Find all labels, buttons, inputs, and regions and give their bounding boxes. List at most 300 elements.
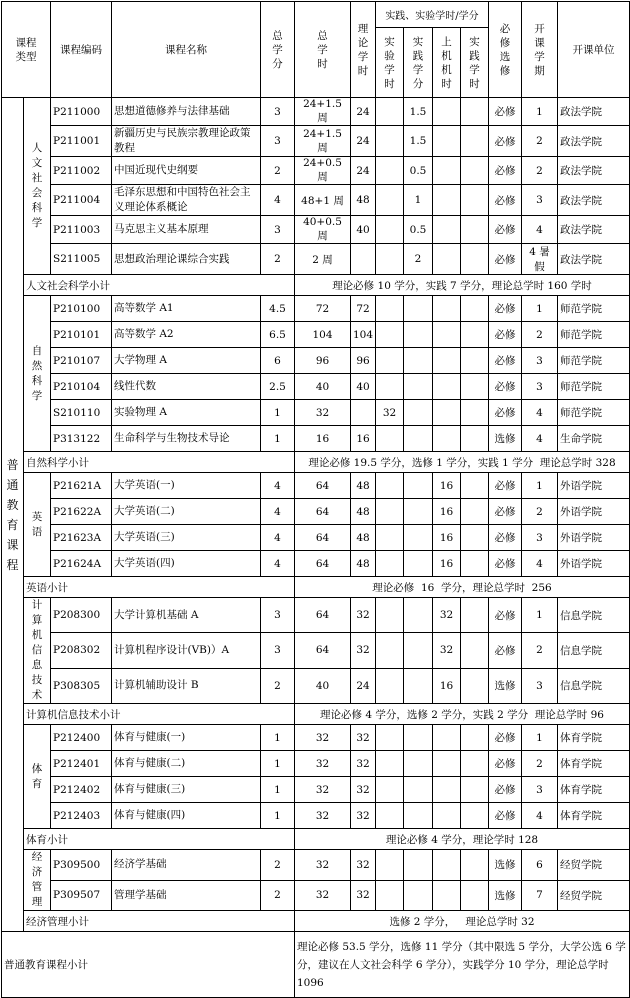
required-elective-cell: 必修 bbox=[489, 244, 522, 275]
credits-cell: 2 bbox=[261, 668, 295, 703]
semester-cell: 2 bbox=[522, 499, 558, 525]
practice-hours-cell bbox=[461, 777, 489, 803]
required-elective-cell: 必修 bbox=[489, 777, 522, 803]
semester-cell: 3 bbox=[522, 348, 558, 374]
total-hours-cell: 72 bbox=[295, 296, 351, 322]
group-name-cell: 英 语 bbox=[24, 473, 51, 577]
practice-credits-cell bbox=[404, 322, 433, 348]
course-name-cell: 管理学基础 bbox=[112, 880, 261, 911]
course-name-cell: 高等数学 A2 bbox=[112, 322, 261, 348]
subtotal-label: 经济管理小计 bbox=[24, 911, 295, 932]
total-hours-cell: 32 bbox=[295, 850, 351, 881]
subtotal-label: 计算机信息技术小计 bbox=[24, 704, 295, 725]
course-code-cell: P210100 bbox=[51, 296, 112, 322]
theory-hours-cell: 96 bbox=[351, 348, 376, 374]
semester-cell: 1 bbox=[522, 296, 558, 322]
computer-hours-cell: 32 bbox=[433, 633, 461, 668]
unit-cell: 师范学院 bbox=[558, 374, 630, 400]
course-code-cell: P211000 bbox=[51, 98, 112, 126]
lab-hours-cell bbox=[376, 244, 404, 275]
unit-cell: 师范学院 bbox=[558, 322, 630, 348]
course-name-cell: 计算机辅助设计 B bbox=[112, 668, 261, 703]
table-row bbox=[2, 98, 630, 126]
required-elective-cell: 选修 bbox=[489, 850, 522, 881]
unit-cell: 师范学院 bbox=[558, 348, 630, 374]
lab-hours-cell bbox=[376, 426, 404, 452]
header-lab-hours: 实 验 学 时 bbox=[376, 28, 404, 98]
subtotal-label: 自然科学小计 bbox=[24, 452, 295, 473]
total-hours-cell: 32 bbox=[295, 880, 351, 911]
lab-hours-cell: 32 bbox=[376, 400, 404, 426]
course-name-cell: 思想道德修养与法律基础 bbox=[112, 98, 261, 126]
semester-cell: 3 bbox=[522, 185, 558, 216]
required-elective-cell: 必修 bbox=[489, 473, 522, 499]
course-name-cell: 线性代数 bbox=[112, 374, 261, 400]
total-hours-cell: 40 bbox=[295, 374, 351, 400]
practice-credits-cell bbox=[404, 525, 433, 551]
theory-hours-cell: 32 bbox=[351, 880, 376, 911]
unit-cell: 政法学院 bbox=[558, 98, 630, 126]
header-theory-hours: 理 论 学 时 bbox=[351, 2, 376, 98]
course-name-cell: 思想政治理论课综合实践 bbox=[112, 244, 261, 275]
required-elective-cell: 必修 bbox=[489, 348, 522, 374]
required-elective-cell: 选修 bbox=[489, 668, 522, 703]
table-row bbox=[2, 633, 630, 668]
practice-credits-cell bbox=[404, 850, 433, 881]
total-hours-cell: 64 bbox=[295, 473, 351, 499]
course-name-cell: 体育与健康(二) bbox=[112, 751, 261, 777]
theory-hours-cell: 32 bbox=[351, 633, 376, 668]
theory-hours-cell: 48 bbox=[351, 525, 376, 551]
unit-cell: 信息学院 bbox=[558, 633, 630, 668]
practice-credits-cell: 1 bbox=[404, 185, 433, 216]
table-header bbox=[2, 2, 630, 98]
lab-hours-cell bbox=[376, 296, 404, 322]
subtotal-summary: 理论必修 16 学分，理论总学时 256 bbox=[295, 577, 630, 598]
unit-cell: 外语学院 bbox=[558, 551, 630, 577]
practice-credits-cell: 1.5 bbox=[404, 126, 433, 157]
header-required-elective: 必 修 选 修 bbox=[489, 2, 522, 98]
semester-cell: 1 bbox=[522, 725, 558, 751]
credits-cell: 2 bbox=[261, 157, 295, 185]
course-code-cell: P309500 bbox=[51, 850, 112, 881]
credits-cell: 4 bbox=[261, 551, 295, 577]
required-elective-cell: 必修 bbox=[489, 751, 522, 777]
semester-cell: 4 bbox=[522, 400, 558, 426]
practice-hours-cell bbox=[461, 374, 489, 400]
header-practice-hours: 实 践 学 时 bbox=[461, 28, 489, 98]
practice-credits-cell bbox=[404, 777, 433, 803]
course-code-cell: P211004 bbox=[51, 185, 112, 216]
computer-hours-cell bbox=[433, 374, 461, 400]
subtotal-summary: 理论必修 4 学分，选修 2 学分，实践 2 学分 理论总学时 96 bbox=[295, 704, 630, 725]
credits-cell: 1 bbox=[261, 803, 295, 829]
total-hours-cell: 40 bbox=[295, 668, 351, 703]
course-code-cell: S211005 bbox=[51, 244, 112, 275]
header-unit: 开课单位 bbox=[558, 2, 630, 98]
table-row bbox=[2, 777, 630, 803]
practice-hours-cell bbox=[461, 803, 489, 829]
theory-hours-cell bbox=[351, 244, 376, 275]
group-name-cell: 经 济 管 理 bbox=[24, 850, 51, 911]
practice-hours-cell bbox=[461, 525, 489, 551]
computer-hours-cell bbox=[433, 244, 461, 275]
practice-hours-cell bbox=[461, 126, 489, 157]
semester-cell: 1 bbox=[522, 473, 558, 499]
practice-hours-cell bbox=[461, 725, 489, 751]
course-code-cell: P210107 bbox=[51, 348, 112, 374]
credits-cell: 6 bbox=[261, 348, 295, 374]
practice-credits-cell bbox=[404, 374, 433, 400]
computer-hours-cell bbox=[433, 322, 461, 348]
required-elective-cell: 必修 bbox=[489, 98, 522, 126]
course-name-cell: 体育与健康(三) bbox=[112, 777, 261, 803]
required-elective-cell: 必修 bbox=[489, 803, 522, 829]
subtotal-row bbox=[2, 452, 630, 473]
course-name-cell: 新疆历史与民族宗教理论政策教程 bbox=[112, 126, 261, 157]
table-row bbox=[2, 348, 630, 374]
lab-hours-cell bbox=[376, 803, 404, 829]
table-row bbox=[2, 499, 630, 525]
lab-hours-cell bbox=[376, 348, 404, 374]
practice-credits-cell bbox=[404, 751, 433, 777]
course-name-cell: 大学英语(一) bbox=[112, 473, 261, 499]
computer-hours-cell: 16 bbox=[433, 551, 461, 577]
computer-hours-cell bbox=[433, 426, 461, 452]
header-practice-credits: 实 践 学 分 bbox=[404, 28, 433, 98]
credits-cell: 4 bbox=[261, 499, 295, 525]
unit-cell: 政法学院 bbox=[558, 126, 630, 157]
table-row bbox=[2, 185, 630, 216]
total-label: 普通教育课程小计 bbox=[2, 932, 295, 998]
table-row bbox=[2, 126, 630, 157]
required-elective-cell: 必修 bbox=[489, 296, 522, 322]
course-name-cell: 高等数学 A1 bbox=[112, 296, 261, 322]
theory-hours-cell: 40 bbox=[351, 374, 376, 400]
group-name-cell: 计 算 机 信 息 技 术 bbox=[24, 598, 51, 704]
credits-cell: 4 bbox=[261, 473, 295, 499]
lab-hours-cell bbox=[376, 598, 404, 633]
practice-hours-cell bbox=[461, 668, 489, 703]
computer-hours-cell: 16 bbox=[433, 499, 461, 525]
total-row bbox=[2, 932, 630, 998]
lab-hours-cell bbox=[376, 185, 404, 216]
course-code-cell: P212402 bbox=[51, 777, 112, 803]
course-name-cell: 经济学基础 bbox=[112, 850, 261, 881]
required-elective-cell: 必修 bbox=[489, 551, 522, 577]
semester-cell: 2 bbox=[522, 751, 558, 777]
credits-cell: 3 bbox=[261, 633, 295, 668]
semester-cell: 2 bbox=[522, 633, 558, 668]
practice-credits-cell bbox=[404, 551, 433, 577]
total-summary: 理论必修 53.5 学分，选修 11 学分（其中限选 5 学分，大学公选 6 学分，建议在人文社会科学 6 学分），实践学分 10 学分，理论总学时 1096 bbox=[295, 932, 630, 998]
course-code-cell: P313122 bbox=[51, 426, 112, 452]
required-elective-cell: 必修 bbox=[489, 185, 522, 216]
practice-hours-cell bbox=[461, 850, 489, 881]
practice-hours-cell bbox=[461, 499, 489, 525]
practice-credits-cell bbox=[404, 598, 433, 633]
table-row bbox=[2, 803, 630, 829]
lab-hours-cell bbox=[376, 216, 404, 244]
credits-cell: 2 bbox=[261, 880, 295, 911]
practice-hours-cell bbox=[461, 400, 489, 426]
table-row bbox=[2, 473, 630, 499]
required-elective-cell: 必修 bbox=[489, 400, 522, 426]
semester-cell: 3 bbox=[522, 374, 558, 400]
course-name-cell: 大学物理 A bbox=[112, 348, 261, 374]
lab-hours-cell bbox=[376, 157, 404, 185]
credits-cell: 2.5 bbox=[261, 374, 295, 400]
theory-hours-cell: 32 bbox=[351, 803, 376, 829]
semester-cell: 3 bbox=[522, 777, 558, 803]
semester-cell: 2 bbox=[522, 322, 558, 348]
computer-hours-cell bbox=[433, 126, 461, 157]
total-hours-cell: 64 bbox=[295, 551, 351, 577]
course-code-cell: P210101 bbox=[51, 322, 112, 348]
practice-credits-cell bbox=[404, 400, 433, 426]
theory-hours-cell: 40 bbox=[351, 216, 376, 244]
practice-credits-cell bbox=[404, 473, 433, 499]
main-category-cell: 普 通 教 育 课 程 bbox=[2, 98, 24, 932]
computer-hours-cell: 16 bbox=[433, 668, 461, 703]
theory-hours-cell: 24 bbox=[351, 668, 376, 703]
unit-cell: 经贸学院 bbox=[558, 850, 630, 881]
table-row bbox=[2, 850, 630, 881]
computer-hours-cell: 32 bbox=[433, 598, 461, 633]
theory-hours-cell: 16 bbox=[351, 426, 376, 452]
credits-cell: 2 bbox=[261, 850, 295, 881]
theory-hours-cell: 72 bbox=[351, 296, 376, 322]
course-name-cell: 生命科学与生物技术导论 bbox=[112, 426, 261, 452]
required-elective-cell: 必修 bbox=[489, 525, 522, 551]
unit-cell: 政法学院 bbox=[558, 244, 630, 275]
unit-cell: 政法学院 bbox=[558, 216, 630, 244]
practice-credits-cell bbox=[404, 633, 433, 668]
required-elective-cell: 必修 bbox=[489, 322, 522, 348]
required-elective-cell: 必修 bbox=[489, 126, 522, 157]
lab-hours-cell bbox=[376, 751, 404, 777]
credits-cell: 1 bbox=[261, 751, 295, 777]
total-hours-cell: 32 bbox=[295, 777, 351, 803]
practice-credits-cell bbox=[404, 803, 433, 829]
credits-cell: 1 bbox=[261, 725, 295, 751]
subtotal-summary: 理论必修 4 学分，理论学时 128 bbox=[295, 829, 630, 850]
semester-cell: 7 bbox=[522, 880, 558, 911]
practice-credits-cell bbox=[404, 426, 433, 452]
computer-hours-cell bbox=[433, 850, 461, 881]
total-hours-cell: 32 bbox=[295, 751, 351, 777]
theory-hours-cell: 32 bbox=[351, 751, 376, 777]
lab-hours-cell bbox=[376, 777, 404, 803]
course-code-cell: P211001 bbox=[51, 126, 112, 157]
semester-cell: 2 bbox=[522, 126, 558, 157]
practice-hours-cell bbox=[461, 98, 489, 126]
course-code-cell: P211002 bbox=[51, 157, 112, 185]
credits-cell: 4 bbox=[261, 525, 295, 551]
subtotal-row bbox=[2, 704, 630, 725]
credits-cell: 3 bbox=[261, 98, 295, 126]
course-name-cell: 大学英语(三) bbox=[112, 525, 261, 551]
course-name-cell: 大学计算机基础 A bbox=[112, 598, 261, 633]
unit-cell: 信息学院 bbox=[558, 598, 630, 633]
total-hours-cell: 64 bbox=[295, 598, 351, 633]
unit-cell: 体育学院 bbox=[558, 803, 630, 829]
header-course-code: 课程编码 bbox=[51, 2, 112, 98]
unit-cell: 师范学院 bbox=[558, 400, 630, 426]
lab-hours-cell bbox=[376, 322, 404, 348]
theory-hours-cell: 32 bbox=[351, 777, 376, 803]
theory-hours-cell: 104 bbox=[351, 322, 376, 348]
unit-cell: 外语学院 bbox=[558, 473, 630, 499]
practice-hours-cell bbox=[461, 322, 489, 348]
unit-cell: 体育学院 bbox=[558, 777, 630, 803]
semester-cell: 4 暑假 bbox=[522, 244, 558, 275]
semester-cell: 1 bbox=[522, 598, 558, 633]
table-row bbox=[2, 157, 630, 185]
group-name-cell: 体 育 bbox=[24, 725, 51, 829]
total-hours-cell: 48+1 周 bbox=[295, 185, 351, 216]
subtotal-summary: 理论必修 19.5 学分，选修 1 学分，实践 1 学分 理论总学时 328 bbox=[295, 452, 630, 473]
course-name-cell: 计算机程序设计(VB)）A bbox=[112, 633, 261, 668]
semester-cell: 1 bbox=[522, 98, 558, 126]
header-course-type: 课程 类型 bbox=[2, 2, 51, 98]
course-code-cell: S210110 bbox=[51, 400, 112, 426]
unit-cell: 外语学院 bbox=[558, 499, 630, 525]
practice-credits-cell: 0.5 bbox=[404, 216, 433, 244]
course-name-cell: 实验物理 A bbox=[112, 400, 261, 426]
table-row bbox=[2, 668, 630, 703]
lab-hours-cell bbox=[376, 499, 404, 525]
practice-credits-cell bbox=[404, 296, 433, 322]
required-elective-cell: 选修 bbox=[489, 880, 522, 911]
practice-hours-cell bbox=[461, 551, 489, 577]
computer-hours-cell bbox=[433, 803, 461, 829]
subtotal-row bbox=[2, 829, 630, 850]
theory-hours-cell: 24 bbox=[351, 126, 376, 157]
header-total-hours: 总 学 时 bbox=[295, 2, 351, 98]
lab-hours-cell bbox=[376, 473, 404, 499]
course-code-cell: P208300 bbox=[51, 598, 112, 633]
computer-hours-cell bbox=[433, 880, 461, 911]
practice-hours-cell bbox=[461, 157, 489, 185]
course-name-cell: 中国近现代史纲要 bbox=[112, 157, 261, 185]
total-hours-cell: 64 bbox=[295, 525, 351, 551]
theory-hours-cell: 32 bbox=[351, 850, 376, 881]
total-hours-cell: 2 周 bbox=[295, 244, 351, 275]
course-name-cell: 大学英语(二) bbox=[112, 499, 261, 525]
required-elective-cell: 必修 bbox=[489, 157, 522, 185]
computer-hours-cell bbox=[433, 157, 461, 185]
unit-cell: 经贸学院 bbox=[558, 880, 630, 911]
group-name-cell: 人 文 社 会 科 学 bbox=[24, 98, 51, 275]
semester-cell: 3 bbox=[522, 668, 558, 703]
group-name-cell: 自 然 科 学 bbox=[24, 296, 51, 452]
lab-hours-cell bbox=[376, 126, 404, 157]
curriculum-table bbox=[1, 1, 630, 998]
credits-cell: 3 bbox=[261, 126, 295, 157]
course-code-cell: P21622A bbox=[51, 499, 112, 525]
practice-credits-cell: 1.5 bbox=[404, 98, 433, 126]
course-code-cell: P21623A bbox=[51, 525, 112, 551]
course-name-cell: 毛泽东思想和中国特色社会主义理论体系概论 bbox=[112, 185, 261, 216]
theory-hours-cell: 32 bbox=[351, 725, 376, 751]
computer-hours-cell bbox=[433, 348, 461, 374]
header-computer-hours: 上 机 机 时 bbox=[433, 28, 461, 98]
unit-cell: 体育学院 bbox=[558, 751, 630, 777]
unit-cell: 政法学院 bbox=[558, 185, 630, 216]
total-hours-cell: 24+1.5 周 bbox=[295, 126, 351, 157]
practice-hours-cell bbox=[461, 633, 489, 668]
lab-hours-cell bbox=[376, 725, 404, 751]
total-hours-cell: 40+0.5 周 bbox=[295, 216, 351, 244]
lab-hours-cell bbox=[376, 668, 404, 703]
table-row bbox=[2, 322, 630, 348]
table-row bbox=[2, 244, 630, 275]
subtotal-row bbox=[2, 577, 630, 598]
total-hours-cell: 16 bbox=[295, 426, 351, 452]
course-code-cell: P211003 bbox=[51, 216, 112, 244]
credits-cell: 6.5 bbox=[261, 322, 295, 348]
total-hours-cell: 24+1.5 周 bbox=[295, 98, 351, 126]
total-hours-cell: 64 bbox=[295, 633, 351, 668]
practice-hours-cell bbox=[461, 216, 489, 244]
subtotal-row bbox=[2, 911, 630, 932]
credits-cell: 4.5 bbox=[261, 296, 295, 322]
course-code-cell: P212401 bbox=[51, 751, 112, 777]
lab-hours-cell bbox=[376, 633, 404, 668]
theory-hours-cell: 48 bbox=[351, 473, 376, 499]
subtotal-label: 英语小计 bbox=[24, 577, 295, 598]
unit-cell: 信息学院 bbox=[558, 668, 630, 703]
header-course-name: 课程名称 bbox=[112, 2, 261, 98]
practice-credits-cell: 0.5 bbox=[404, 157, 433, 185]
computer-hours-cell bbox=[433, 98, 461, 126]
credits-cell: 2 bbox=[261, 244, 295, 275]
lab-hours-cell bbox=[376, 880, 404, 911]
total-hours-cell: 96 bbox=[295, 348, 351, 374]
course-code-cell: P210104 bbox=[51, 374, 112, 400]
credits-cell: 1 bbox=[261, 426, 295, 452]
course-name-cell: 大学英语(四) bbox=[112, 551, 261, 577]
table-body bbox=[2, 98, 630, 998]
subtotal-label: 人文社会科学小计 bbox=[24, 275, 295, 296]
course-code-cell: P208302 bbox=[51, 633, 112, 668]
practice-hours-cell bbox=[461, 880, 489, 911]
required-elective-cell: 必修 bbox=[489, 374, 522, 400]
course-code-cell: P21621A bbox=[51, 473, 112, 499]
practice-credits-cell bbox=[404, 499, 433, 525]
computer-hours-cell bbox=[433, 185, 461, 216]
course-code-cell: P212400 bbox=[51, 725, 112, 751]
lab-hours-cell bbox=[376, 98, 404, 126]
computer-hours-cell bbox=[433, 400, 461, 426]
credits-cell: 3 bbox=[261, 598, 295, 633]
required-elective-cell: 选修 bbox=[489, 426, 522, 452]
practice-hours-cell bbox=[461, 348, 489, 374]
course-code-cell: P212403 bbox=[51, 803, 112, 829]
credits-cell: 1 bbox=[261, 777, 295, 803]
subtotal-row bbox=[2, 275, 630, 296]
theory-hours-cell: 48 bbox=[351, 551, 376, 577]
practice-hours-cell bbox=[461, 296, 489, 322]
unit-cell: 体育学院 bbox=[558, 725, 630, 751]
credits-cell: 1 bbox=[261, 400, 295, 426]
theory-hours-cell: 48 bbox=[351, 185, 376, 216]
table-row bbox=[2, 400, 630, 426]
subtotal-summary: 选修 2 学分， 理论总学时 32 bbox=[295, 911, 630, 932]
table-row bbox=[2, 551, 630, 577]
semester-cell: 4 bbox=[522, 216, 558, 244]
